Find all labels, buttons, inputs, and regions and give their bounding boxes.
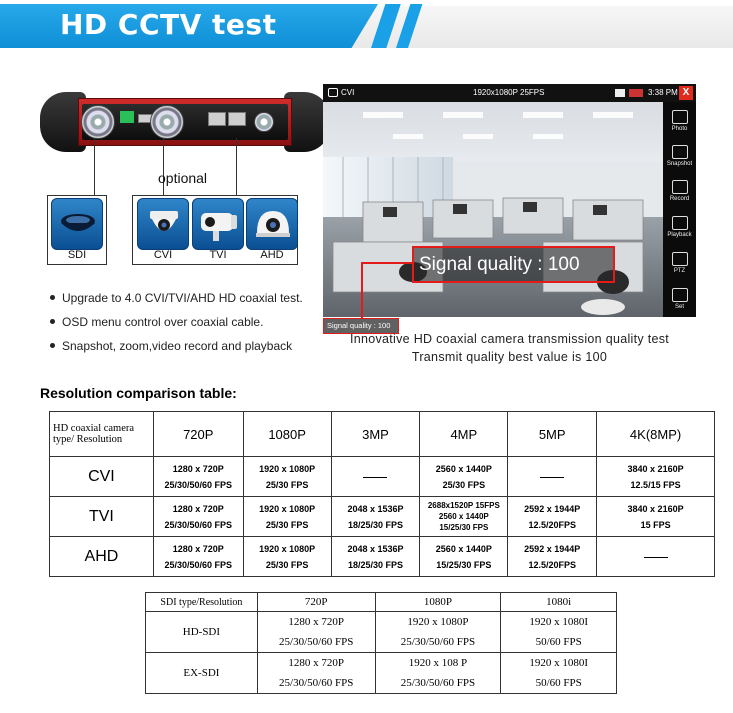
row-header: CVI	[50, 457, 154, 497]
lan-port-icon	[228, 112, 246, 126]
table-cell: 1280 x 720P 25/30/50/60 FPS	[257, 612, 375, 653]
ahd-label: AHD	[260, 249, 284, 261]
table-cell: 1920 x 1080P 25/30 FPS	[243, 457, 331, 497]
connector-line	[163, 138, 164, 196]
sdi-resolution-table	[145, 592, 617, 694]
sdi-label: SDI	[67, 249, 87, 261]
dome-camera-icon	[137, 198, 189, 250]
power-jack-icon	[254, 112, 274, 132]
feature-item: OSD menu control over coaxial cable.	[48, 314, 303, 338]
sidebar-playback: Playback	[663, 216, 696, 238]
table-cell: 2560 x 1440P 25/30 FPS	[420, 457, 508, 497]
table-cell-empty	[597, 537, 715, 577]
column-header: 720P	[153, 412, 243, 457]
table-cell: 1920 x 1080I 50/60 FPS	[501, 653, 617, 694]
table-row	[146, 612, 617, 653]
feature-item: Snapshot, zoom,video record and playback	[48, 338, 303, 362]
table-cell-empty	[508, 457, 597, 497]
signal-quality-zoom: Signal quality : 100	[412, 246, 615, 283]
connector-line	[236, 138, 237, 196]
table-cell: 3840 x 2160P 15 FPS	[597, 497, 715, 537]
lan-port-icon	[208, 112, 226, 126]
table-cell: 2592 x 1944P 12.5/20FPS	[508, 497, 597, 537]
feature-list	[48, 290, 303, 362]
signal-callout-line	[361, 262, 412, 318]
page-title: HD CCTV test	[60, 8, 277, 41]
screen-resolution: 1920x1080P 25FPS	[473, 88, 545, 97]
screen-time: 3:38 PM	[648, 88, 678, 97]
table-row	[50, 497, 715, 537]
column-header: 720P	[257, 593, 375, 612]
column-header: SDI type/Resolution	[146, 593, 258, 612]
close-icon: X	[679, 86, 693, 100]
sdi-camera-icon	[51, 198, 103, 250]
feature-item: Upgrade to 4.0 CVI/TVI/AHD HD coaxial test.	[48, 290, 303, 314]
green-terminal-icon	[120, 111, 134, 123]
table-cell: 1920 x 108 P 25/30/50/60 FPS	[375, 653, 501, 694]
table-cell: 2048 x 1536P 18/25/30 FPS	[331, 537, 420, 577]
table-header-row	[50, 412, 715, 457]
table-cell: 2592 x 1944P 12.5/20FPS	[508, 537, 597, 577]
table-cell-empty	[331, 457, 420, 497]
table-cell: 1280 x 720P 25/30/50/60 FPS	[153, 537, 243, 577]
ptz-icon	[672, 252, 688, 266]
record-icon	[672, 180, 688, 194]
table-row	[50, 457, 715, 497]
cvi-label: CVI	[153, 249, 173, 261]
hd-coax-bnc-connector-icon	[150, 105, 184, 139]
table-header-row	[146, 593, 617, 612]
row-header: HD-SDI	[146, 612, 258, 653]
banner	[0, 0, 733, 52]
column-header: 5MP	[508, 412, 597, 457]
column-header: 4K(8MP)	[597, 412, 715, 457]
column-header: 1080P	[375, 593, 501, 612]
table-cell: 1280 x 720P 25/30/50/60 FPS	[153, 457, 243, 497]
caption-line: Innovative HD coaxial camera transmission quality test	[349, 332, 670, 346]
table-cell: 1280 x 720P 25/30/50/60 FPS	[153, 497, 243, 537]
table-cell: 3840 x 2160P 12.5/15 FPS	[597, 457, 715, 497]
column-header: 4MP	[420, 412, 508, 457]
sidebar-snapshot: Snapshot	[663, 145, 696, 167]
screen-sidebar	[663, 102, 696, 317]
photo-icon	[672, 110, 688, 124]
table-cell: 2688x1520P 15FPS 2560 x 1440P 15/25/30 FPS	[420, 497, 508, 537]
table-corner-cell: HD coaxial camera type/ Resolution	[50, 412, 154, 457]
sidebar-ptz: PTZ	[663, 252, 696, 274]
optional-label: optional	[158, 170, 208, 186]
screen-caption	[323, 330, 696, 366]
screen-mode: CVI	[341, 88, 355, 97]
screen-status-bar	[323, 84, 696, 102]
resolution-table	[49, 411, 715, 577]
tvi-label: TVI	[209, 249, 227, 261]
table-cell: 1920 x 1080P 25/30 FPS	[243, 497, 331, 537]
resolution-table-title: Resolution comparison table:	[40, 385, 237, 401]
office-camera-feed	[323, 102, 663, 330]
table-row	[146, 653, 617, 694]
column-header: 1080P	[243, 412, 331, 457]
snapshot-icon	[672, 145, 688, 159]
sidebar-record: Record	[663, 180, 696, 202]
sidebar-set: Set	[663, 288, 696, 310]
column-header: 3MP	[331, 412, 420, 457]
settings-icon	[672, 288, 688, 302]
table-cell: 2560 x 1440P 15/25/30 FPS	[420, 537, 508, 577]
ahd-dome-camera-icon	[246, 198, 298, 250]
camera-icon	[328, 88, 338, 97]
table-cell: 2048 x 1536P 18/25/30 FPS	[331, 497, 420, 537]
sidebar-photo: Photo	[663, 110, 696, 132]
row-header: TVI	[50, 497, 154, 537]
table-row	[50, 537, 715, 577]
table-cell: 1920 x 1080I 50/60 FPS	[501, 612, 617, 653]
bullet-camera-icon	[192, 198, 244, 250]
sdi-bnc-connector-icon	[81, 105, 115, 139]
playback-icon	[672, 216, 688, 230]
row-header: AHD	[50, 537, 154, 577]
battery-icon	[615, 89, 625, 97]
caption-line: Transmit quality best value is 100	[411, 350, 608, 364]
tester-screen-photo	[323, 84, 696, 330]
column-header: 1080i	[501, 593, 617, 612]
sd-card-icon	[629, 89, 643, 97]
connector-line	[94, 138, 95, 196]
tester-device-top-view	[40, 92, 330, 152]
table-cell: 1920 x 1080P 25/30 FPS	[243, 537, 331, 577]
table-cell: 1280 x 720P 25/30/50/60 FPS	[257, 653, 375, 694]
row-header: EX-SDI	[146, 653, 258, 694]
signal-quality-overlay: Signal quality : 100	[323, 318, 399, 334]
table-cell: 1920 x 1080P 25/30/50/60 FPS	[375, 612, 501, 653]
